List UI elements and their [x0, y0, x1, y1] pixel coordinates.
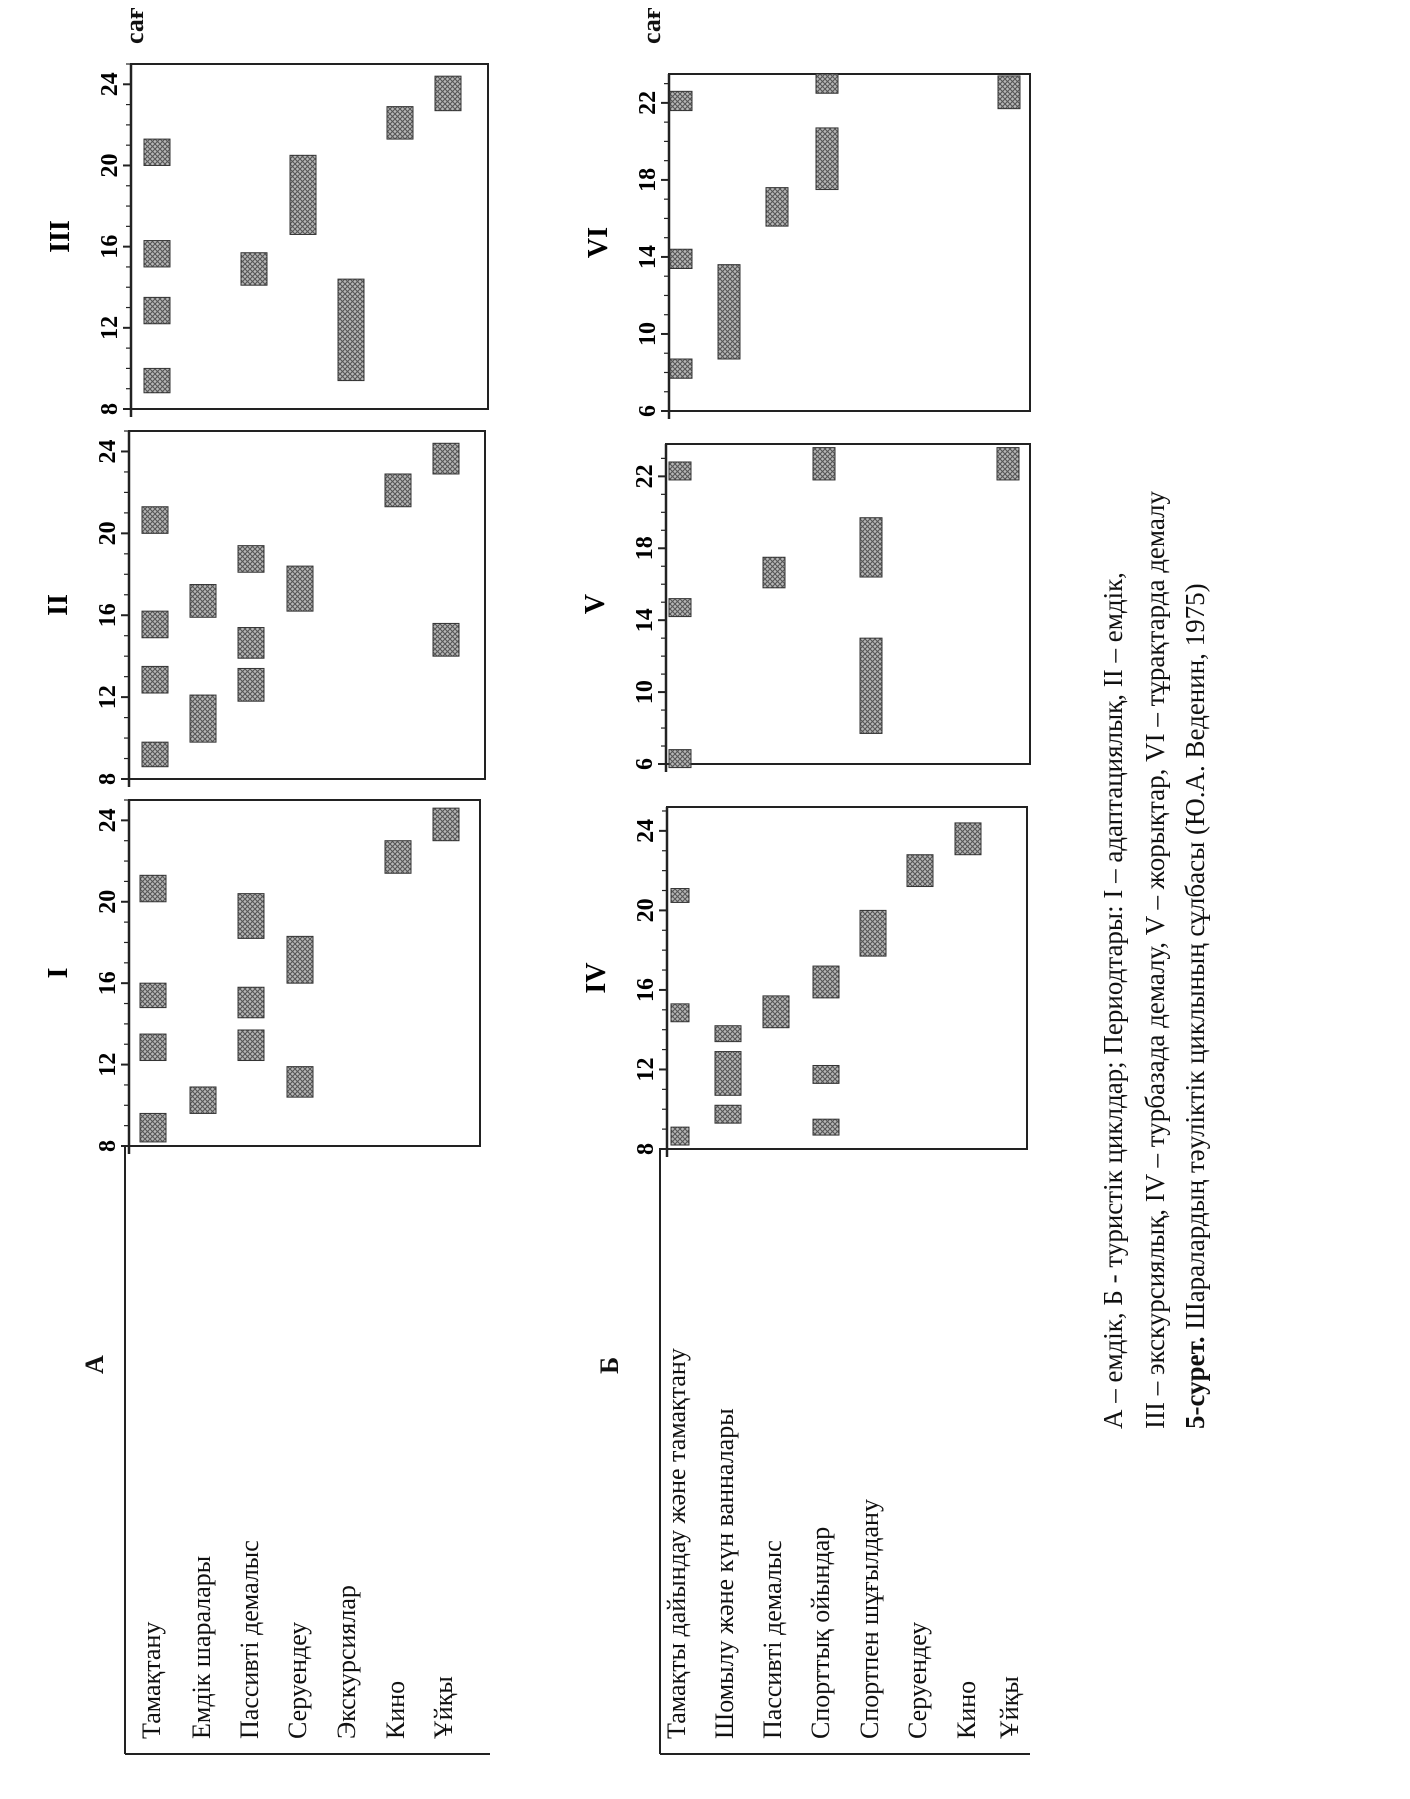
category-label: Пассивті демалыс: [235, 1540, 264, 1739]
chart-title: IV: [581, 962, 612, 994]
tick-label: 12: [97, 315, 123, 340]
section-label-a: А: [80, 1355, 109, 1374]
tick-label: 24: [95, 439, 121, 464]
category-label: Кино: [952, 1680, 981, 1739]
category-label: Тамақтану: [137, 1621, 166, 1739]
chart-title: II: [43, 594, 74, 616]
category-label: Емдік шаралары: [187, 1555, 216, 1739]
tick-label: 8: [97, 403, 123, 415]
caption-line-1: А – емдік, Б - туристік циклдар; Периодтары: I – адаптациялық, II – емдік,: [1098, 572, 1128, 1429]
unit-label-bottom: сағ: [637, 7, 666, 44]
tick-label: 10: [635, 321, 661, 346]
unit-label-top: сағ: [120, 7, 149, 44]
category-label: Ұйқы: [429, 1676, 458, 1739]
category-label: Шомылу және күн ванналары: [710, 1408, 739, 1739]
tick-label: 24: [633, 818, 659, 843]
tick-label: 12: [633, 1057, 659, 1082]
category-label: Пассивті демалыс: [758, 1540, 787, 1739]
tick-label: 16: [97, 234, 123, 259]
caption-line-2: III – экскурсиялық, IV – турбазада демалу, V – жорықтар, VI – тұрақтарда демалу: [1140, 490, 1170, 1429]
figure-text: Шаралардың тәуліктік циклының сұлбасы (Ю.А. Веденин, 1975): [1180, 583, 1210, 1337]
tick-label: 22: [632, 464, 658, 489]
tick-label: 16: [633, 977, 659, 1002]
category-label: Тамақты дайындау және тамақтану: [662, 1348, 691, 1739]
chart-title: VI: [583, 226, 614, 259]
tick-label: 22: [635, 90, 661, 115]
tick-label: 8: [95, 773, 121, 785]
tick-label: 14: [632, 608, 658, 633]
caption-line-3: [1180, 583, 1211, 1429]
tick-label: 24: [97, 72, 123, 97]
chart-title: I: [43, 967, 74, 979]
tick-label: 18: [632, 536, 658, 561]
category-label: Ұйқы: [995, 1676, 1024, 1739]
chart-title: V: [580, 593, 611, 615]
category-label: Спорттық ойындар: [806, 1526, 835, 1739]
tick-label: 18: [635, 167, 661, 192]
tick-label: 24: [95, 808, 121, 833]
tick-label: 10: [632, 680, 658, 705]
chart-title: III: [45, 220, 76, 253]
category-label: Кино: [381, 1680, 410, 1739]
tick-label: 6: [635, 405, 661, 417]
category-label: Серуендеу: [283, 1621, 312, 1739]
tick-label: 20: [95, 889, 121, 914]
category-label: Экскурсиялар: [332, 1585, 361, 1739]
tick-label: 20: [97, 153, 123, 178]
tick-label: 14: [635, 244, 661, 269]
tick-label: 16: [95, 971, 121, 996]
section-label-b: Б: [595, 1356, 624, 1374]
tick-label: 6: [632, 758, 658, 770]
tick-label: 8: [633, 1143, 659, 1155]
category-label: Спортпен шұғылдану: [855, 1499, 884, 1739]
tick-label: 20: [95, 521, 121, 546]
figure-label: 5-сурет.: [1180, 1336, 1210, 1429]
tick-label: 16: [95, 603, 121, 628]
tick-label: 20: [633, 898, 659, 923]
tick-label: 12: [95, 685, 121, 710]
tick-label: 12: [95, 1052, 121, 1077]
category-label: Серуендеу: [903, 1621, 932, 1739]
tick-label: 8: [95, 1140, 121, 1152]
